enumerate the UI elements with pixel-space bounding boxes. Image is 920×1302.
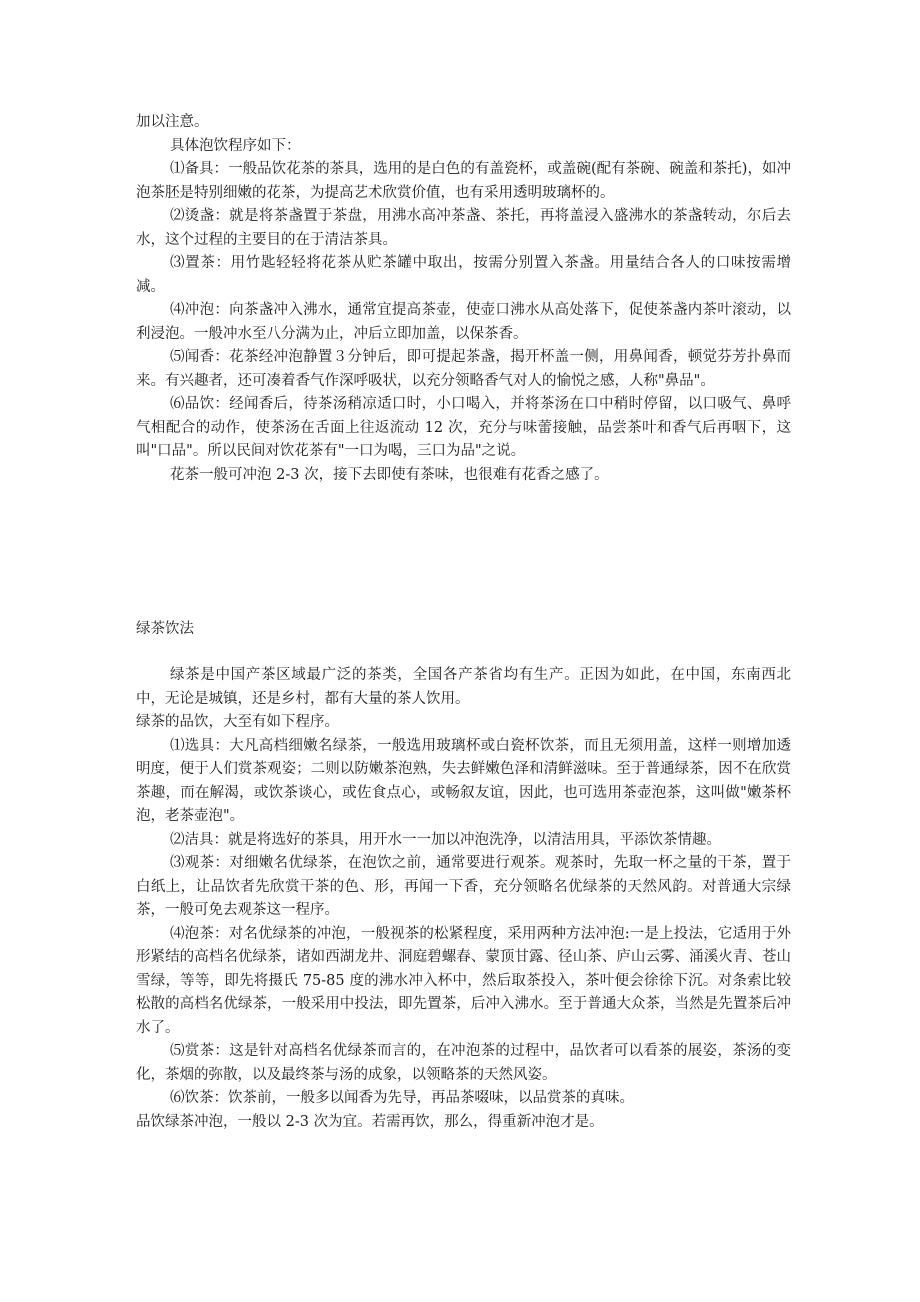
paragraph: ⑸赏茶：这是针对高档名优绿茶而言的，在冲泡茶的过程中，品饮者可以看茶的展姿，茶汤的变化，茶烟的弥散，以及最终茶与汤的成象，以领略茶的天然风姿。 [136, 1043, 791, 1083]
paragraph: 品饮绿茶冲泡，一般以 2-3 次为宜。若需再饮，那么，得重新冲泡才是。 [136, 1113, 604, 1130]
scented-tea-section [136, 111, 791, 487]
paragraph: 加以注意。 [136, 114, 209, 130]
section-title: 绿茶饮法 [136, 621, 194, 637]
paragraph: ⑴选具：大凡高档细嫩名绿茶，一般选用玻璃杯或白瓷杯饮茶，而且无须用盖，这样一则增加透明度，便于人们赏茶观姿；二则以防嫩茶泡熟，失去鲜嫩色泽和清鲜滋味。至于普通绿茶，因不在欣赏茶趣，而在解渴，或饮茶谈心，或佐食点心，或畅叙友谊，因此，也可选用茶壶泡茶，这叫做"嫩茶杯泡，老茶壶泡"。 [136, 737, 791, 824]
paragraph: ⑷冲泡：向茶盏冲入沸水，通常宜提高茶壶，使壶口沸水从高处落下，促使茶盏内茶叶滚动，以利浸泡。一般冲水至八分满为止，冲后立即加盖，以保茶香。 [136, 302, 791, 342]
paragraph: ⑶观茶：对细嫩名优绿茶，在泡饮之前，通常要进行观茶。观茶时，先取一杯之量的干茶，置于白纸上，让品饮者先欣赏干茶的色、形，再闻一下香，充分领略名优绿茶的天然风韵。对普通大宗绿茶，一般可免去观茶这一程序。 [136, 855, 791, 918]
paragraph: 绿茶的品饮，大至有如下程序。 [136, 714, 339, 730]
paragraph: 具体泡饮程序如下： [170, 137, 301, 154]
paragraph: 绿茶是中国产茶区域最广泛的茶类，全国各产茶省均有生产。正因为如此，在中国，东南西北中，无论是城镇，还是乡村，都有大量的茶人饮用。 [136, 667, 791, 707]
paragraph: ⑵洁具：就是将选好的茶具，用开水一一加以冲泡洗净，以清洁用具，平添饮茶情趣。 [170, 831, 721, 848]
green-tea-section [136, 664, 791, 1134]
paragraph: ⑴备具：一般品饮花茶的茶具，选用的是白色的有盖瓷杯，或盖碗(配有茶碗、碗盖和茶托)，如冲泡茶胚是特别细嫩的花茶，为提高艺术欣赏价值，也有采用透明玻璃杯的。 [136, 161, 791, 201]
paragraph: ⑹品饮：经闻香后，待茶汤稍凉适口时，小口喝入，并将茶汤在口中稍时停留，以口吸气、鼻呼气相配合的动作，使茶汤在舌面上往返流动 12 次，充分与味蕾接触，品尝茶叶和香气后再咽下，这叫"口品"。所以民间对饮花茶有"一口为喝，三口为品"之说。 [136, 396, 791, 459]
paragraph: ⑷泡茶：对名优绿茶的冲泡，一般视茶的松紧程度，采用两种方法冲泡:一是上投法，它适用于外形紧结的高档名优绿茶，诸如西湖龙井、洞庭碧螺春、蒙顶甘露、径山茶、庐山云雾、涌溪火青、苍山雪绿，等等，即先将摄氏 75-85 度的沸水冲入杯中，然后取茶投入，茶叶便会徐徐下沉。对条索比较松散的高档名优绿茶，一般采用中投法，即先置茶，后冲入沸水。至于普通大众茶，当然是先置茶后冲水了。 [136, 925, 791, 1036]
paragraph: ⑸闻香：花茶经冲泡静置３分钟后，即可提起茶盏，揭开杯盖一侧，用鼻闻香，顿觉芬芳扑鼻而来。有兴趣者，还可凑着香气作深呼吸状，以充分领略香气对人的愉悦之感，人称"鼻品"。 [136, 349, 791, 389]
paragraph: ⑶置茶：用竹匙轻轻将花茶从贮茶罐中取出，按需分别置入茶盏。用量结合各人的口味按需增减。 [136, 255, 791, 295]
paragraph: ⑵烫盏：就是将茶盏置于茶盘，用沸水高冲茶盏、茶托，再将盖浸入盛沸水的茶盏转动，尔后去水，这个过程的主要目的在于清洁茶具。 [136, 208, 791, 248]
paragraph: ⑹饮茶：饮茶前，一般多以闻香为先导，再品茶啜味，以品赏茶的真味。 [170, 1090, 634, 1106]
paragraph: 花茶一般可冲泡 2-3 次，接下去即使有茶味，也很难有花香之感了。 [170, 466, 609, 483]
